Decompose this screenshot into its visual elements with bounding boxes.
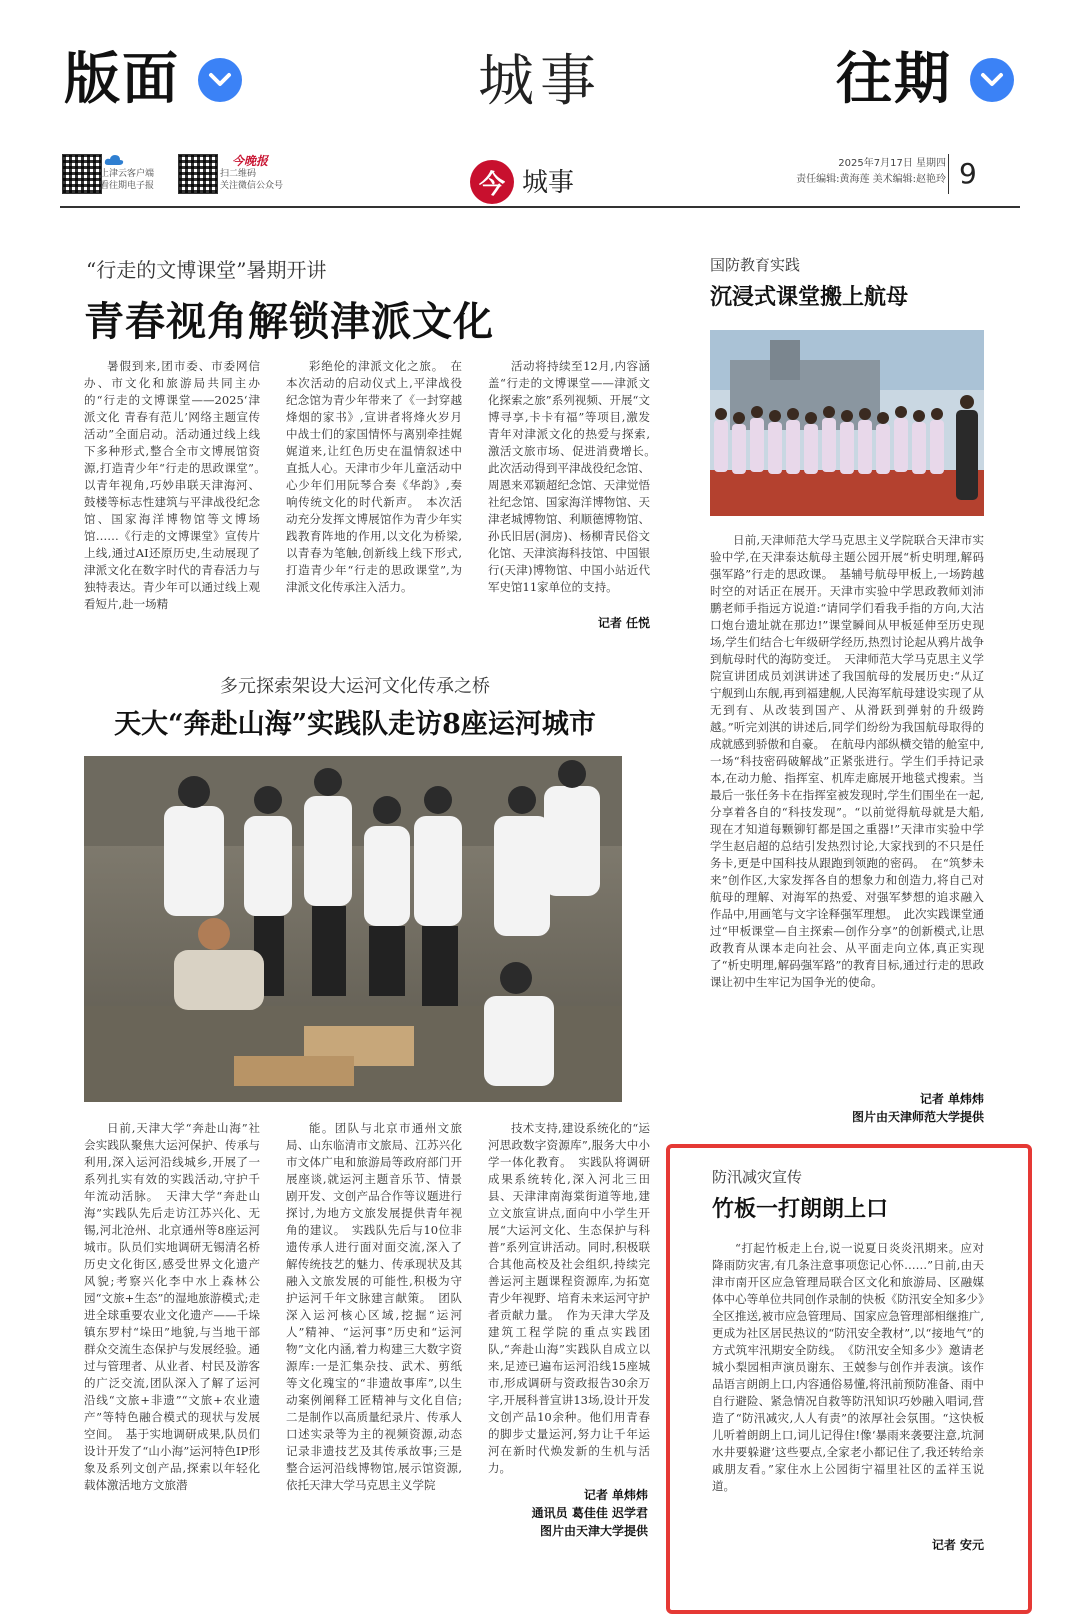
top-nav-bar	[0, 0, 1080, 150]
article2-byline3: 图片由天津大学提供	[539, 1524, 648, 1538]
article1-col3: 活动将持续至12月,内容涵盖“行走的文博课堂——津派文化探索之旅”系列视频、开展“文博寻享,卡卡有福”等项目,激发青年对津派文化的热爱与探索,激活文旅市场、促进消费增长。 此次活动得到平津战役纪念馆、周恩来邓颖超纪念馆、天津觉悟社纪念馆、国家海洋博物馆、天津老城博物馆、利顺德博物馆、孙氏旧居(洞房)、杨柳青民俗文化馆、天津滨海科技馆、中国银行(天津)博物馆、中国小站近代军史馆11家单位的支持。	[488, 359, 662, 594]
article3-byline1: 记者 单炜炜	[919, 1092, 984, 1106]
article2-col3: 技术支持,建设系统化的“运河思政数字资源库”,服务大中小学一体化教育。 实践队将调研成果系统转化,深入河北三田县、天津津南海棠街道等地,建立文旅宣讲点,面向中小学生开展“大运河文化、生态保护与科普”系列宣讲活动。同时,积极联合其他高校及社会组织,持续完善运河主题课程资源库,为拓宽青少年视野、培育未来运河守护者贡献力量。 作为天津大学及建筑工程学院的重点实践团队,“奔赴山海”实践队自成立以来,足迹已遍布运河沿线15座城市,形成调研与资政报告30余万字,开展科普宣讲13场,设计开发文创产品10余种。他们用青春的脚步丈量运河,努力让千年运河在新时代焕发新的生机与活力。	[488, 1121, 650, 1475]
layout-label[interactable]: 版面	[64, 47, 180, 112]
article1-kicker: “行走的文博课堂”暑期开讲	[86, 258, 327, 282]
article1-headline[interactable]: 青春视角解锁津派文化	[84, 298, 494, 345]
qr2-caption: 扫二维码 关注微信公众号	[220, 169, 284, 191]
article3-kicker: 国防教育实践	[710, 256, 801, 274]
article4-byline: 记者 安元	[931, 1538, 984, 1552]
article2-col1: 日前,天津大学“奔赴山海”社会实践队聚焦大运河保护、传承与利用,深入运河沿线城乡,开展了一系列扎实有效的实践活动,守护千年流动活脉。 天津大学“奔赴山海”实践队先后走访江苏兴化、无锡,河北沧州、北京通州等8座运河城市。队员们实地调研无锡清名桥历史文化街区,感受世界文化遗产风貌;考察兴化李中水上森林公园“文旅+生态”的湿地旅游模式;走进全球重要农业文化遗产——千垛镇东罗村“垛田”地貌,与当地干部群众交流生态保护与发展经验。通过与管理者、从业者、村民及游客的广泛交流,团队深入了解了运河沿线“文旅+非遗”“文旅+农业遗产”等特色融合模式的现状与发展空间。 基于实地调研成果,队员们设计开发了“山小海”运河特色IP形象及系列文创产品,探索以年轻化载体激活地方文旅潜	[84, 1121, 260, 1492]
article4-kicker: 防汛减灾宣传	[712, 1168, 803, 1186]
page-number: 9	[948, 154, 999, 194]
past-issues-dropdown-button[interactable]	[970, 58, 1014, 102]
newspaper-page[interactable]	[60, 150, 1020, 1622]
article4-headline[interactable]: 竹板一打朗朗上口	[712, 1196, 889, 1222]
qr-code-icon	[62, 154, 102, 194]
article4-body: “打起竹板走上台,说一说夏日炎炎汛期来。应对降雨防灾害,有几条注意事项您记心怀……”日前,由天津市南开区应急管理局联合区文化和旅游局、区融媒体中心等单位共同创作录制的快板《防汛安全知多少》全区推送,被市应急管理局、国家应急管理部相继推广,更成为社区居民热议的“防汛安全教材”,以“接地气”的方式筑牢汛期安全防线。 《防汛安全知多少》邀请老城小梨园相声演员谢东、王兢参与创作并表演。该作品语言朗朗上口,内容通俗易懂,将汛前预防准备、雨中自行避险、紧急情况自救等防汛知识巧妙融入唱词,营造了“防汛减灾,人人有责”的浓厚社会氛围。“这快板儿听着朗朗上口,词儿记得住!像‘暴雨来袭要注意,坑洞水井要躲避’这些要点,全家老小都记住了,我还转给亲戚朋友看。”家住水上公园街宁福里社区的孟祥玉说道。	[712, 1241, 984, 1493]
past-issues-label[interactable]: 往期	[836, 47, 952, 112]
newspaper-logo: 今	[470, 160, 514, 204]
masthead-section: 城事	[522, 168, 575, 198]
issue-date: 2025年7月17日 星期四	[838, 158, 946, 169]
article1-byline: 记者 任悦	[597, 616, 650, 630]
editors: 责任编辑:黄海莲 美术编辑:赵艳玲	[796, 174, 946, 185]
chevron-down-icon	[981, 73, 1003, 87]
masthead	[60, 150, 1020, 208]
canal-team-photo	[84, 756, 622, 1102]
past-issues-selector[interactable]	[836, 48, 1014, 112]
carrier-photo	[710, 330, 984, 516]
article2-byline2: 通讯员 葛佳佳 迟学君	[531, 1506, 648, 1520]
article2-headline[interactable]: 天大“奔赴山海”实践队走访8座运河城市	[114, 709, 596, 740]
date-editors	[750, 158, 946, 186]
article2-kicker: 多元探索架设大运河文化传承之桥	[220, 676, 490, 697]
article1-col2: 彩绝伦的津派文化之旅。 在本次活动的启动仪式上,平津战役纪念馆为青少年带来了《一封穿越烽烟的家书》,宣讲者将烽火岁月中战士们的家国情怀与离别牵挂娓娓道来,让红色历史在温情叙述中直抵人心。天津市少年儿童活动中心少年们用阮琴合奏《华韵》,奏响传统文化的时代新声。 本次活动充分发挥文博展馆作为青少年实践教育阵地的作用,以文化为桥梁,以青春为笔触,创新线上线下形式,打造青少年“行走的思政课堂”,为津派文化传承注入活力。	[286, 359, 462, 594]
section-title: 城事	[478, 49, 602, 114]
qr-code-icon	[178, 154, 218, 194]
article2-col2: 能。团队与北京市通州文旅局、山东临清市文旅局、江苏兴化市文体广电和旅游局等政府部门开展座谈,就运河主题音乐节、情景剧开发、文创产品合作等议题进行探讨,为地方文旅发展提供青年视角的建议。 实践队先后与10位非遗传承人进行面对面交流,深入了解传统技艺的魅力、传承现状及其融入文旅发展的可能性,积极为守护运河千年文脉建言献策。 团队深入运河核心区域,挖掘“运河人”精神、“运河事”历史和“运河物”文化内涵,着力构建三大数字资源库:一是汇集杂技、武术、剪纸等文化瑰宝的“非遗故事库”,以生动案例阐释工匠精神与文化自信;二是制作以高质量纪录片、传承人口述实录等为主的视频资源,动态记录非遗技艺及其传承故事;三是整合运河沿线博物馆,展示馆资源,依托天津大学马克思主义学院	[286, 1121, 462, 1492]
article3-byline2: 图片由天津师范大学提供	[851, 1110, 984, 1124]
brand-name: 今晚报	[232, 154, 269, 168]
qr1-caption: 上津云客户端 看往期电子报	[100, 169, 155, 191]
article3-body: 日前,天津师范大学马克思主义学院联合天津市实验中学,在天津泰达航母主题公园开展“析史明理,解码强军路”行走的思政课。 基辅号航母甲板上,一场跨越时空的对话正在展开。天津市实验中学思政教师刘沛鹏老师手指远方说道:“请同学们看我手指的方向,大沽口炮台遗址就在那边!”课堂瞬间从甲板延伸至历史现场,学生们结合七年级研学经历,热烈讨论起从鸦片战争到航母时代的海防变迁。 天津师范大学马克思主义学院宣讲团成员刘淇讲述了我国航母的发展历史:“从辽宁舰到山东舰,再到福建舰,人民海军航母建设实现了从无到有、从改装到国产、从滑跃到弹射的升级跨越。”听完刘淇的讲述后,同学们纷纷为我国航母取得的成就感到骄傲和自豪。 在航母内部纵横交错的舱室中,一场“科技密码破解战”正紧张进行。学生们手持记录本,在动力舱、指挥室、机库走廊展开地毯式搜索。当最后一张任务卡在指挥室被发现时,学生们围坐在一起,分享着各自的“科技发现”。“以前觉得航母就是大船,现在才知道每颗铆钉都是国之重器!”天津市实验中学学生赵启超的总结引发热烈讨论,大家找到的不只是任务卡,更是中国科技从跟跑到领跑的密码。 在“筑梦未来”创作区,大家发挥各自的想象力和创造力,将自己对航母的理解、对海军的热爱、对强军梦想的追求融入作品中,用画笔与文字诠释强军理想。 此次实践课堂通过“甲板课堂—自主探索—创作分享”的创新模式,让思政教育从课本走向社会、从平面走向立体,真正实现了“析史明理,解码强军路”的教育目标,通过行走的思政课让初中生牢记为国争光的使命。	[710, 533, 984, 989]
article3-headline[interactable]: 沉浸式课堂搬上航母	[710, 284, 909, 310]
article1-col1: 暑假到来,团市委、市委网信办、市文化和旅游局共同主办的“行走的文博课堂——2025‘津派文化 青春有范儿’网络主题宣传活动”全面启动。活动通过线上线下多种形式,整合全市文博展馆资源,打造青少年“行走的思政课堂”。 以青年视角,巧妙串联天津海河、鼓楼等标志性建筑与平津战役纪念馆、国家海洋博物馆等文博场馆……《行走的文博课堂》宣传片上线,通过AI还原历史,生动展现了津派文化在数字时代的青春活力与独特表达。青少年可以通过线上观看短片,赴一场精	[84, 359, 272, 611]
article2-byline1: 记者 单炜炜	[583, 1488, 648, 1502]
